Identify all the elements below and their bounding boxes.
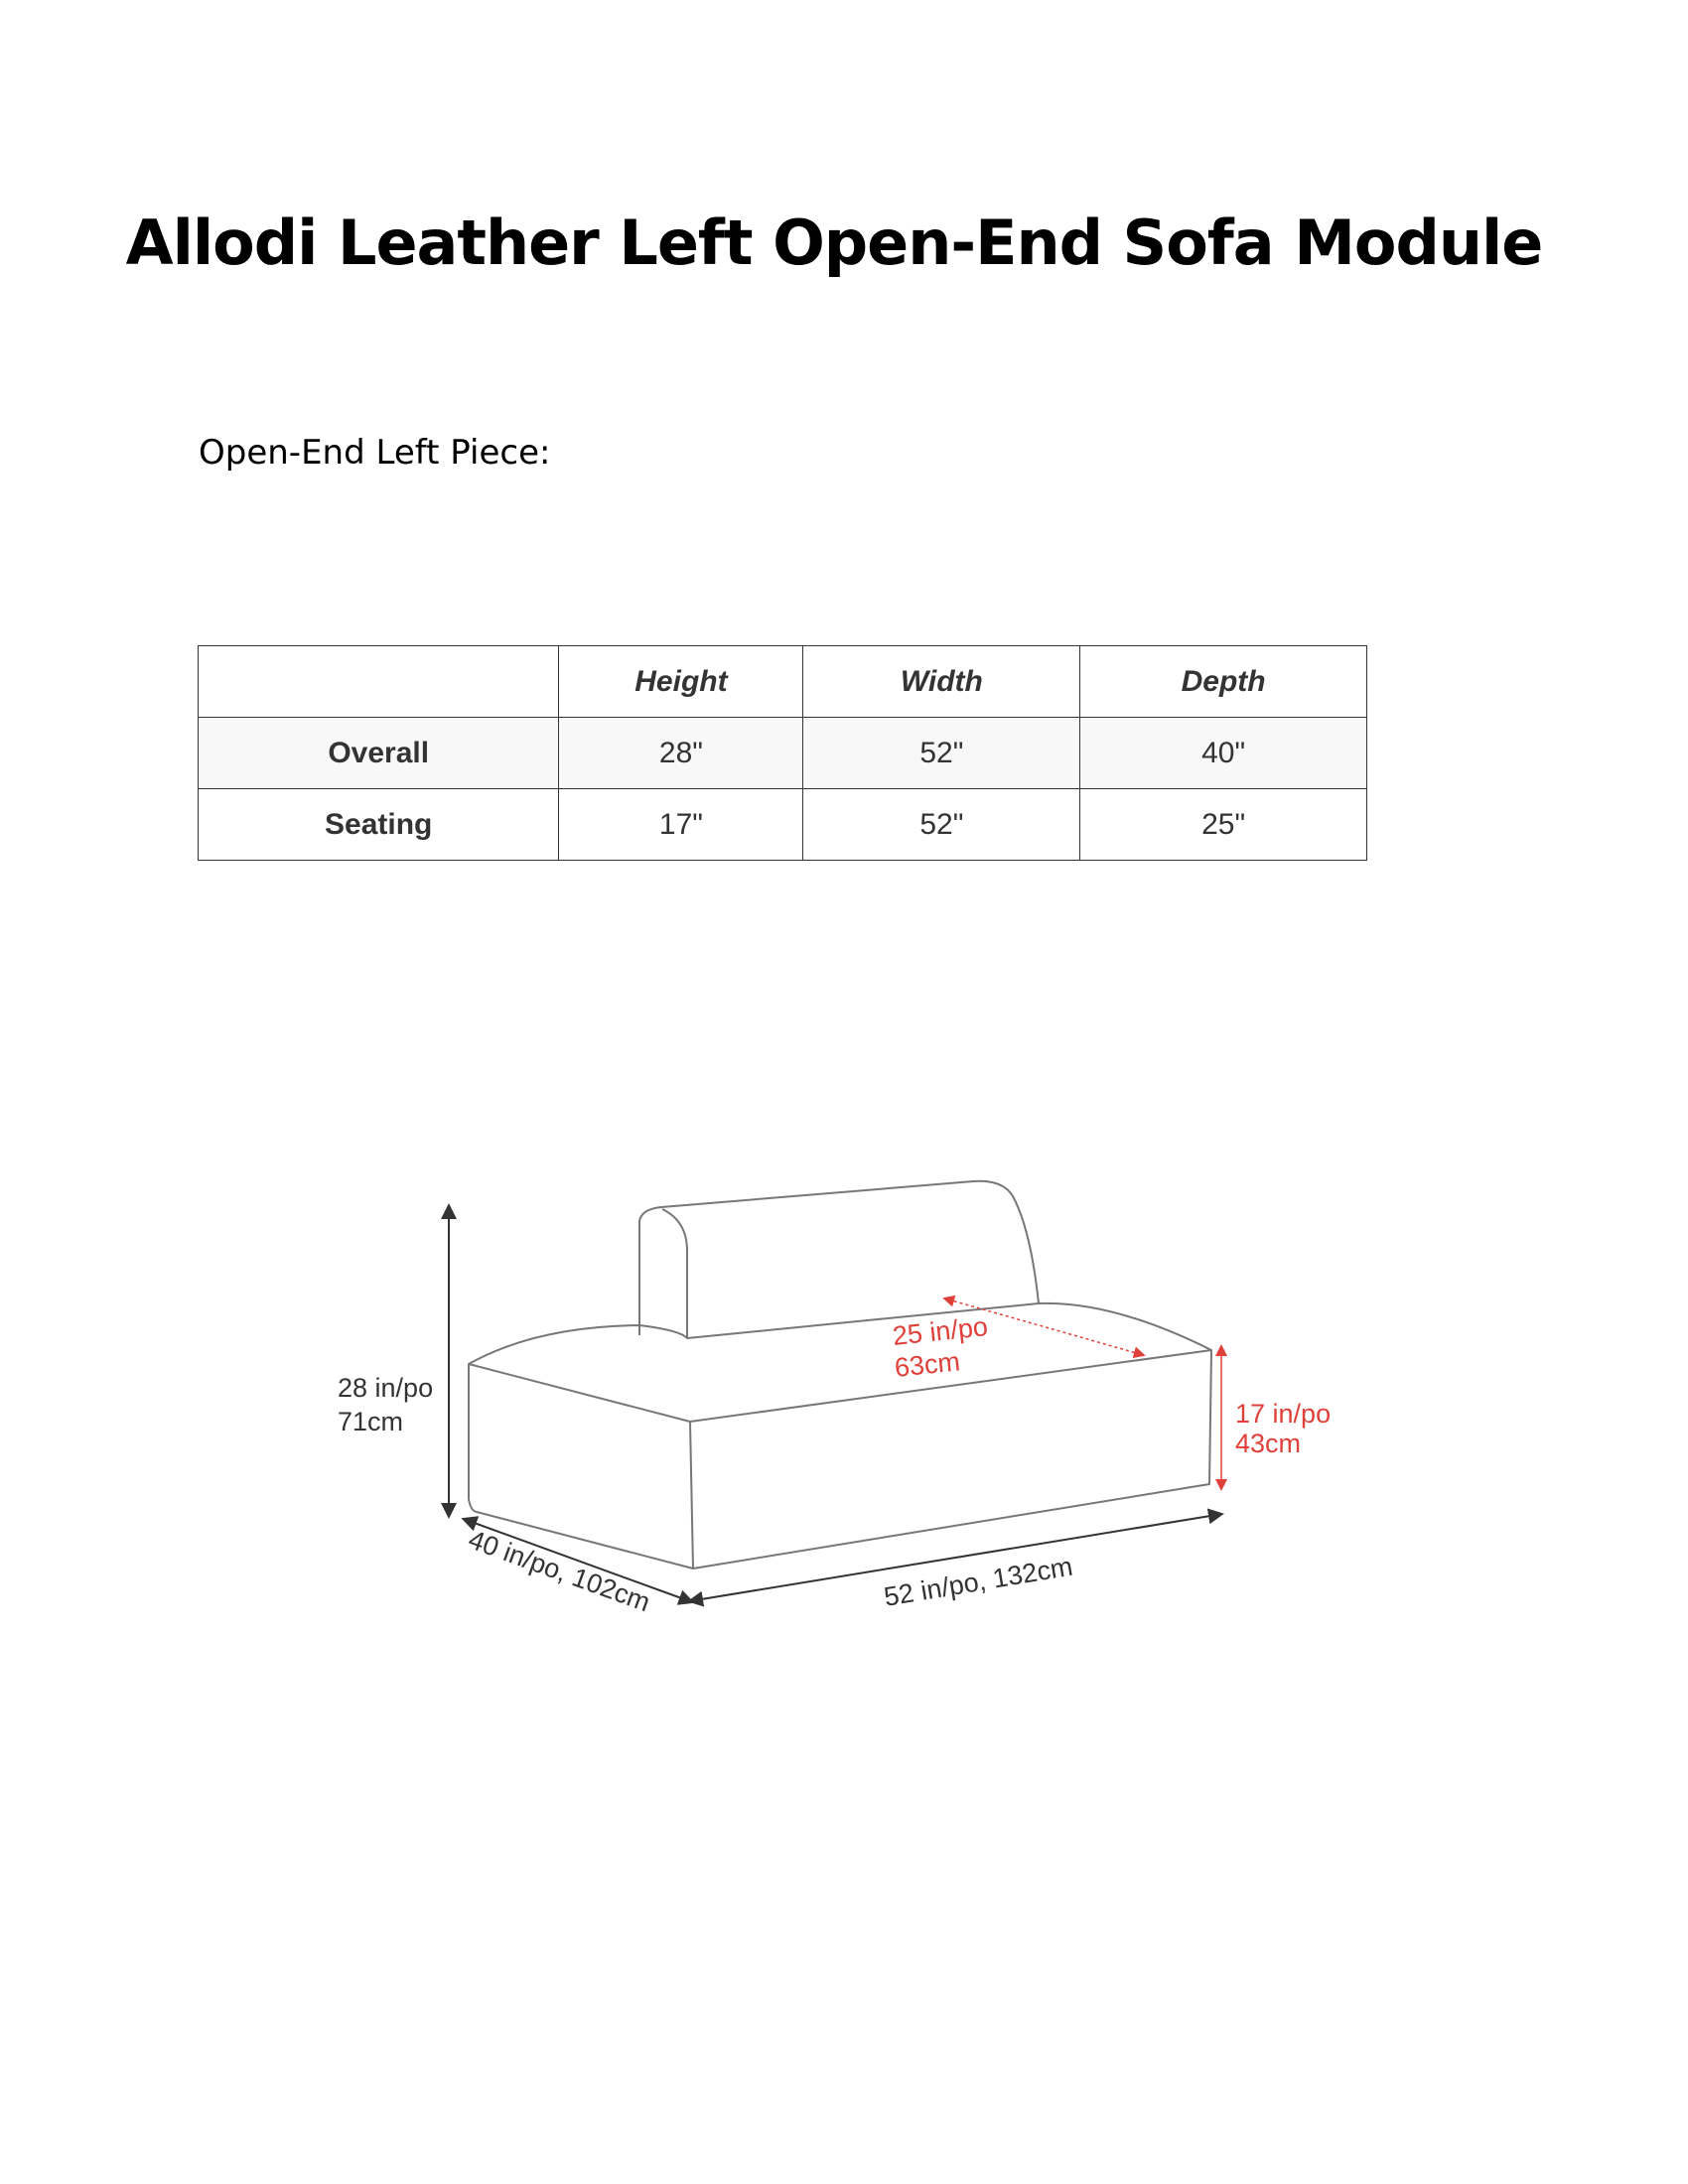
table-header-row (199, 646, 1367, 718)
table-header-empty (199, 646, 559, 718)
seat-height-label-line2: 43cm (1235, 1429, 1302, 1458)
cell-seating-height: 17" (559, 789, 803, 861)
table-row (199, 789, 1367, 861)
width-label: 52 in/po, 132cm (882, 1551, 1075, 1612)
seat-depth-label-line2: 63cm (893, 1346, 962, 1383)
table-header-height: Height (559, 646, 803, 718)
row-label-overall: Overall (199, 718, 559, 789)
sofa-front-face (690, 1350, 1211, 1569)
section-label: Open-End Left Piece: (199, 433, 551, 473)
cell-overall-height: 28" (559, 718, 803, 789)
sofa-backrest-inner (662, 1209, 687, 1338)
depth-label: 40 in/po, 102cm (464, 1524, 654, 1618)
seat-height-label-line1: 17 in/po (1235, 1399, 1332, 1429)
table-header-width: Width (803, 646, 1080, 718)
overall-height-label-line1: 28 in/po (338, 1373, 434, 1403)
cell-overall-width: 52" (803, 718, 1080, 789)
table-row (199, 718, 1367, 789)
dimensions-table (198, 645, 1367, 861)
table-header-depth: Depth (1080, 646, 1367, 718)
cell-overall-depth: 40" (1080, 718, 1367, 789)
cell-seating-depth: 25" (1080, 789, 1367, 861)
sofa-outline (469, 1181, 1211, 1569)
overall-height-label-line2: 71cm (338, 1407, 404, 1436)
cell-seating-width: 52" (803, 789, 1080, 861)
sofa-seat-top (469, 1303, 1211, 1422)
seat-depth-label-line1: 25 in/po (891, 1311, 990, 1351)
page-title: Allodi Leather Left Open-End Sofa Module (125, 206, 1543, 279)
sofa-dimension-diagram (318, 1152, 1370, 1668)
row-label-seating: Seating (199, 789, 559, 861)
